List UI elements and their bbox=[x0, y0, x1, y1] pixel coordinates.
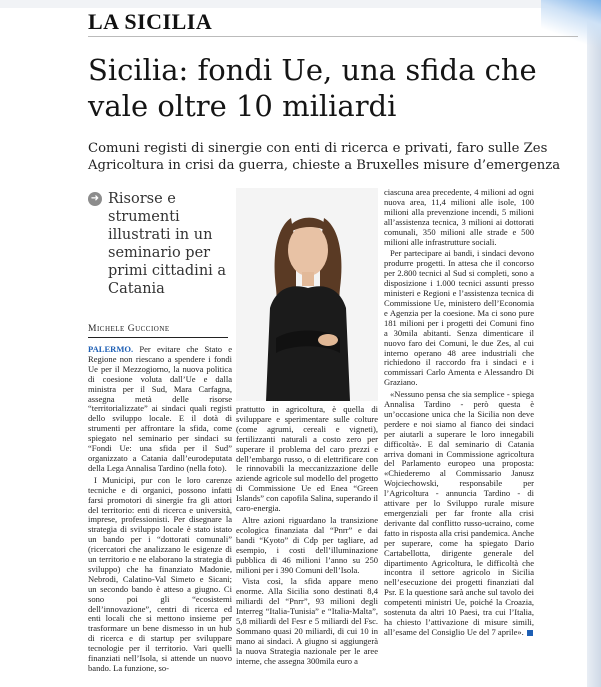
portrait-illustration bbox=[236, 188, 378, 401]
article-headline: Sicilia: fondi Ue, una sfida che vale oltre 10 miliardi bbox=[88, 53, 537, 123]
article-paragraph: «Nessuno pensa che sia semplice - spiega Annalisa Tardino - però questa è un’occasione unica che la Sicilia non deve perdere e noi siamo al fianco dei sindaci per aiutarli a superare le loro innegabili difficoltà». E dal seminario di Catania arriva domani in Commissione agricoltura del Parlamento europeo una proposta: «Chiederemo al Commissario Janusz Wojciechowski, responsabile per l’Agricoltura - annuncia Tardino - di attivare per lo Sviluppo rurale misure emergenziali per far fronte alla crisi derivante dal conflitto russo-ucraino, come fatto in risposta alla crisi pandemica. Anche per superare, come ha spiegato Dario Cartabellotta, dirigente generale del dipartimento Agricoltura, le difficoltà che incontra il settore agricolo in Sicilia nell’esecuzione dei progetti finanziati dal Psr. E la questione sarà anche sul tavolo dei competenti ministri Ue, poiché la Croazia, sostenuta da altri 10 Paesi, tra cui l’Italia, ha chiesto l’attivazione di misure simili, all’esame del Consiglio Ue del 7 aprile». bbox=[384, 389, 534, 637]
article-paragraph: ciascuna area precedente, 4 milioni ad ogni nuova area, 11,4 milioni alle isole, 100 milioni alla prevenzione incendi, 5 milioni all’assistenza tecnica, 3 milioni ai dottorati comunali, 350 milioni alle strade e 500 milioni alle infrastrutture sociali. bbox=[384, 188, 534, 247]
article-column-2 bbox=[236, 405, 378, 681]
portrait-photo bbox=[236, 188, 378, 401]
article-paragraph: PALERMO. Per evitare che Stato e Regione non riescano a spendere i fondi Ue per il Mezzogiorno, la nuova politica di coesione voluta dall’Ue e dalla ministra per il Sud, Mara Carfagna, assegna metà delle risorse “territorializzate” ai sindaci quali registi dello sviluppo locale. E il dotà di strumenti per affrontare la sfida, come spiegato nel seminario per sindaci su “Fondi Ue: una sfida per il Sud” organizzato a Catania dall’eurodeputata della Lega Annalisa Tardino (nella foto). bbox=[88, 345, 232, 473]
article-subheadline: Comuni registi di sinergie con enti di ricerca e privati, faro sulle Zes Agricoltura in crisi da guerra, chieste a Bruxelles misure d’emergenza bbox=[88, 141, 561, 173]
article-column-1 bbox=[88, 345, 232, 681]
article-paragraph: Per partecipare ai bandi, i sindaci devono produrre progetti. In attesa che il concorso per 2.800 tecnici al Sud si completi, sono a disposizione i 1.000 tecnici assunti presso ministeri e Regioni e l’assistenza tecnica di Commissione Ue, ministero dell’Economia e Agenzia per la coesione. Ma ci sono pure 181 milioni per i progetti dei Comuni fino a 30mila abitanti. Senza dimenticare il nuovo faro dei Comuni, le due Zes, al cui interno operano 48 aree industriali che richiedono il raccordo fra i sindaci e i commissari Carlo Amenta e Alessandro Di Graziano. bbox=[384, 248, 534, 388]
newspaper-masthead: LA SICILIA bbox=[88, 9, 213, 34]
article-paragraph: Vista così, la sfida appare meno enorme. Alla Sicilia sono destinati 8,4 miliardi del “Pnrr”, 93 milioni degli Interreg “Italia-Tunisia” e “Italia-Malta”, 5,8 miliardi del Fesr e 5 miliardi del Fsc. Sommano quasi 20 miliardi, di cui 10 in mano ai sindaci. A giugno si aggiungerà la nuova Strategia nazionale per le aree interne, che assegna 300mila euro a bbox=[236, 576, 378, 666]
kicker-text: Risorse e strumenti illustrati in un seminario per primi cittadini a Catania bbox=[108, 191, 227, 297]
article-kicker bbox=[88, 190, 228, 298]
masthead-divider bbox=[88, 36, 578, 37]
article-paragraph: prattutto in agricoltura, è quella di sviluppare e sperimentare sulle colture (come agrumi, cereali e vigneti), fertilizzanti naturali a costo zero per superare il problema del caro prezzi e dell’embargo russo, o di elettrificare con le rinnovabili la meccanizzazione delle aziende agricole sul modello del progetto di Commissione Ue ed Enea “Green Islands” con capofila Salina, superando il caro-energia. bbox=[236, 405, 378, 514]
article-paragraph: Altre azioni riguardano la transizione ecologica finanziata dal “Pnrr” e dai bandi “Kyoto” di Cdp per tagliare, ad esempio, i costi dell’illuminazione pubblica di 46 milioni l’anno su 250 milioni per i 390 Comuni dell’Isola. bbox=[236, 514, 378, 575]
arrow-circle-icon: ➜ bbox=[88, 192, 102, 206]
article-paragraph: I Municipi, pur con le loro carenze tecniche e di organici, possono infatti farsi promotori di sinergie fra gli attori del territorio: enti di ricerca e università, imprese, professionisti. Per disegnare la strategia di sviluppo locale è stato istato un bando per i “dottorati comunali” (ricercatori che analizzano le esigenze di un territorio e ne elaborano la strategia di sviluppo) che ha finanziato Madonie, Nebrodi, Calatino-Val Simeto e Sicani; un secondo bando è atteso a giugno. Ci sono poi gli “ecosistemi dell’innovazione”, centri di ricerca ed enti locali che si mettono insieme per trasformare un bene dismesso in un hub di ricerca e di startup per sviluppare tecnologie per il territorio. Vari quelli finanziati nell’Isola, si attende un nuovo bando. La funzione, so- bbox=[88, 474, 232, 673]
corner-decoration bbox=[541, 0, 601, 50]
page-top-edge bbox=[0, 0, 601, 8]
dateline: PALERMO. bbox=[88, 345, 134, 354]
end-of-article-mark bbox=[527, 630, 533, 636]
article-column-3 bbox=[384, 188, 534, 686]
article-byline: Michele Guccione bbox=[88, 324, 228, 338]
page-right-edge bbox=[587, 0, 601, 687]
